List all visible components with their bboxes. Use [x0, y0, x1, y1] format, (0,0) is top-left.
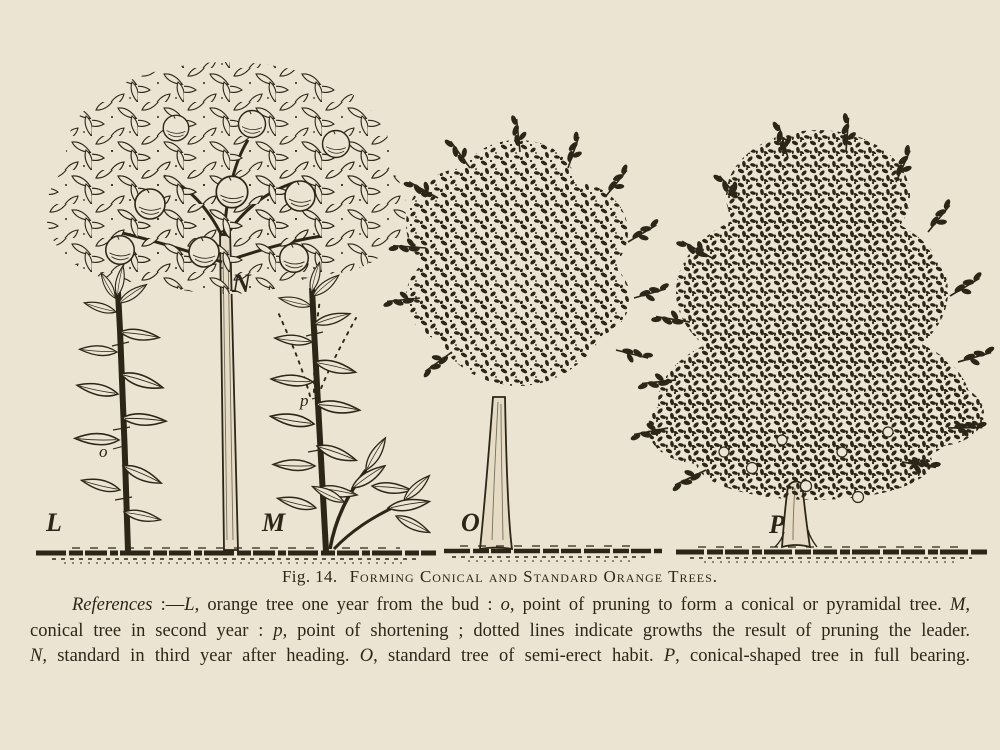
tree-p-conical-full-bearing	[630, 111, 997, 547]
tree-label-p: P	[769, 510, 785, 539]
figure-number: Fig. 14.	[281, 567, 338, 586]
tree-l-one-year-whip	[45, 265, 167, 551]
tree-label-l: L	[46, 508, 62, 537]
references-paragraph	[30, 593, 970, 670]
references-line-1: References :—L, orange tree one year from the bud : o, point of pruning to form a conical or pyramidal tree. M,	[72, 595, 970, 615]
pruning-point-label-o: o	[99, 442, 108, 461]
tree-label-m: M	[262, 508, 286, 537]
figure-title: Forming Conical and Standard Orange Trees.	[349, 567, 719, 586]
references-line-3: N, standard in third year after heading. O, standard tree of semi-erect habit. P, conical-shaped tree in full bearing.	[30, 646, 970, 666]
tree-p-crown	[648, 130, 984, 500]
tree-label-n: N	[232, 269, 251, 298]
tree-o-crown	[406, 140, 630, 386]
figure-caption	[0, 567, 1000, 587]
tree-label-o: O	[461, 508, 480, 537]
references-line-2: conical tree in second year : p, point of shortening ; dotted lines indicate growths the result of pruning the leader.	[30, 620, 970, 641]
shortening-point-label-p: p	[300, 391, 309, 410]
